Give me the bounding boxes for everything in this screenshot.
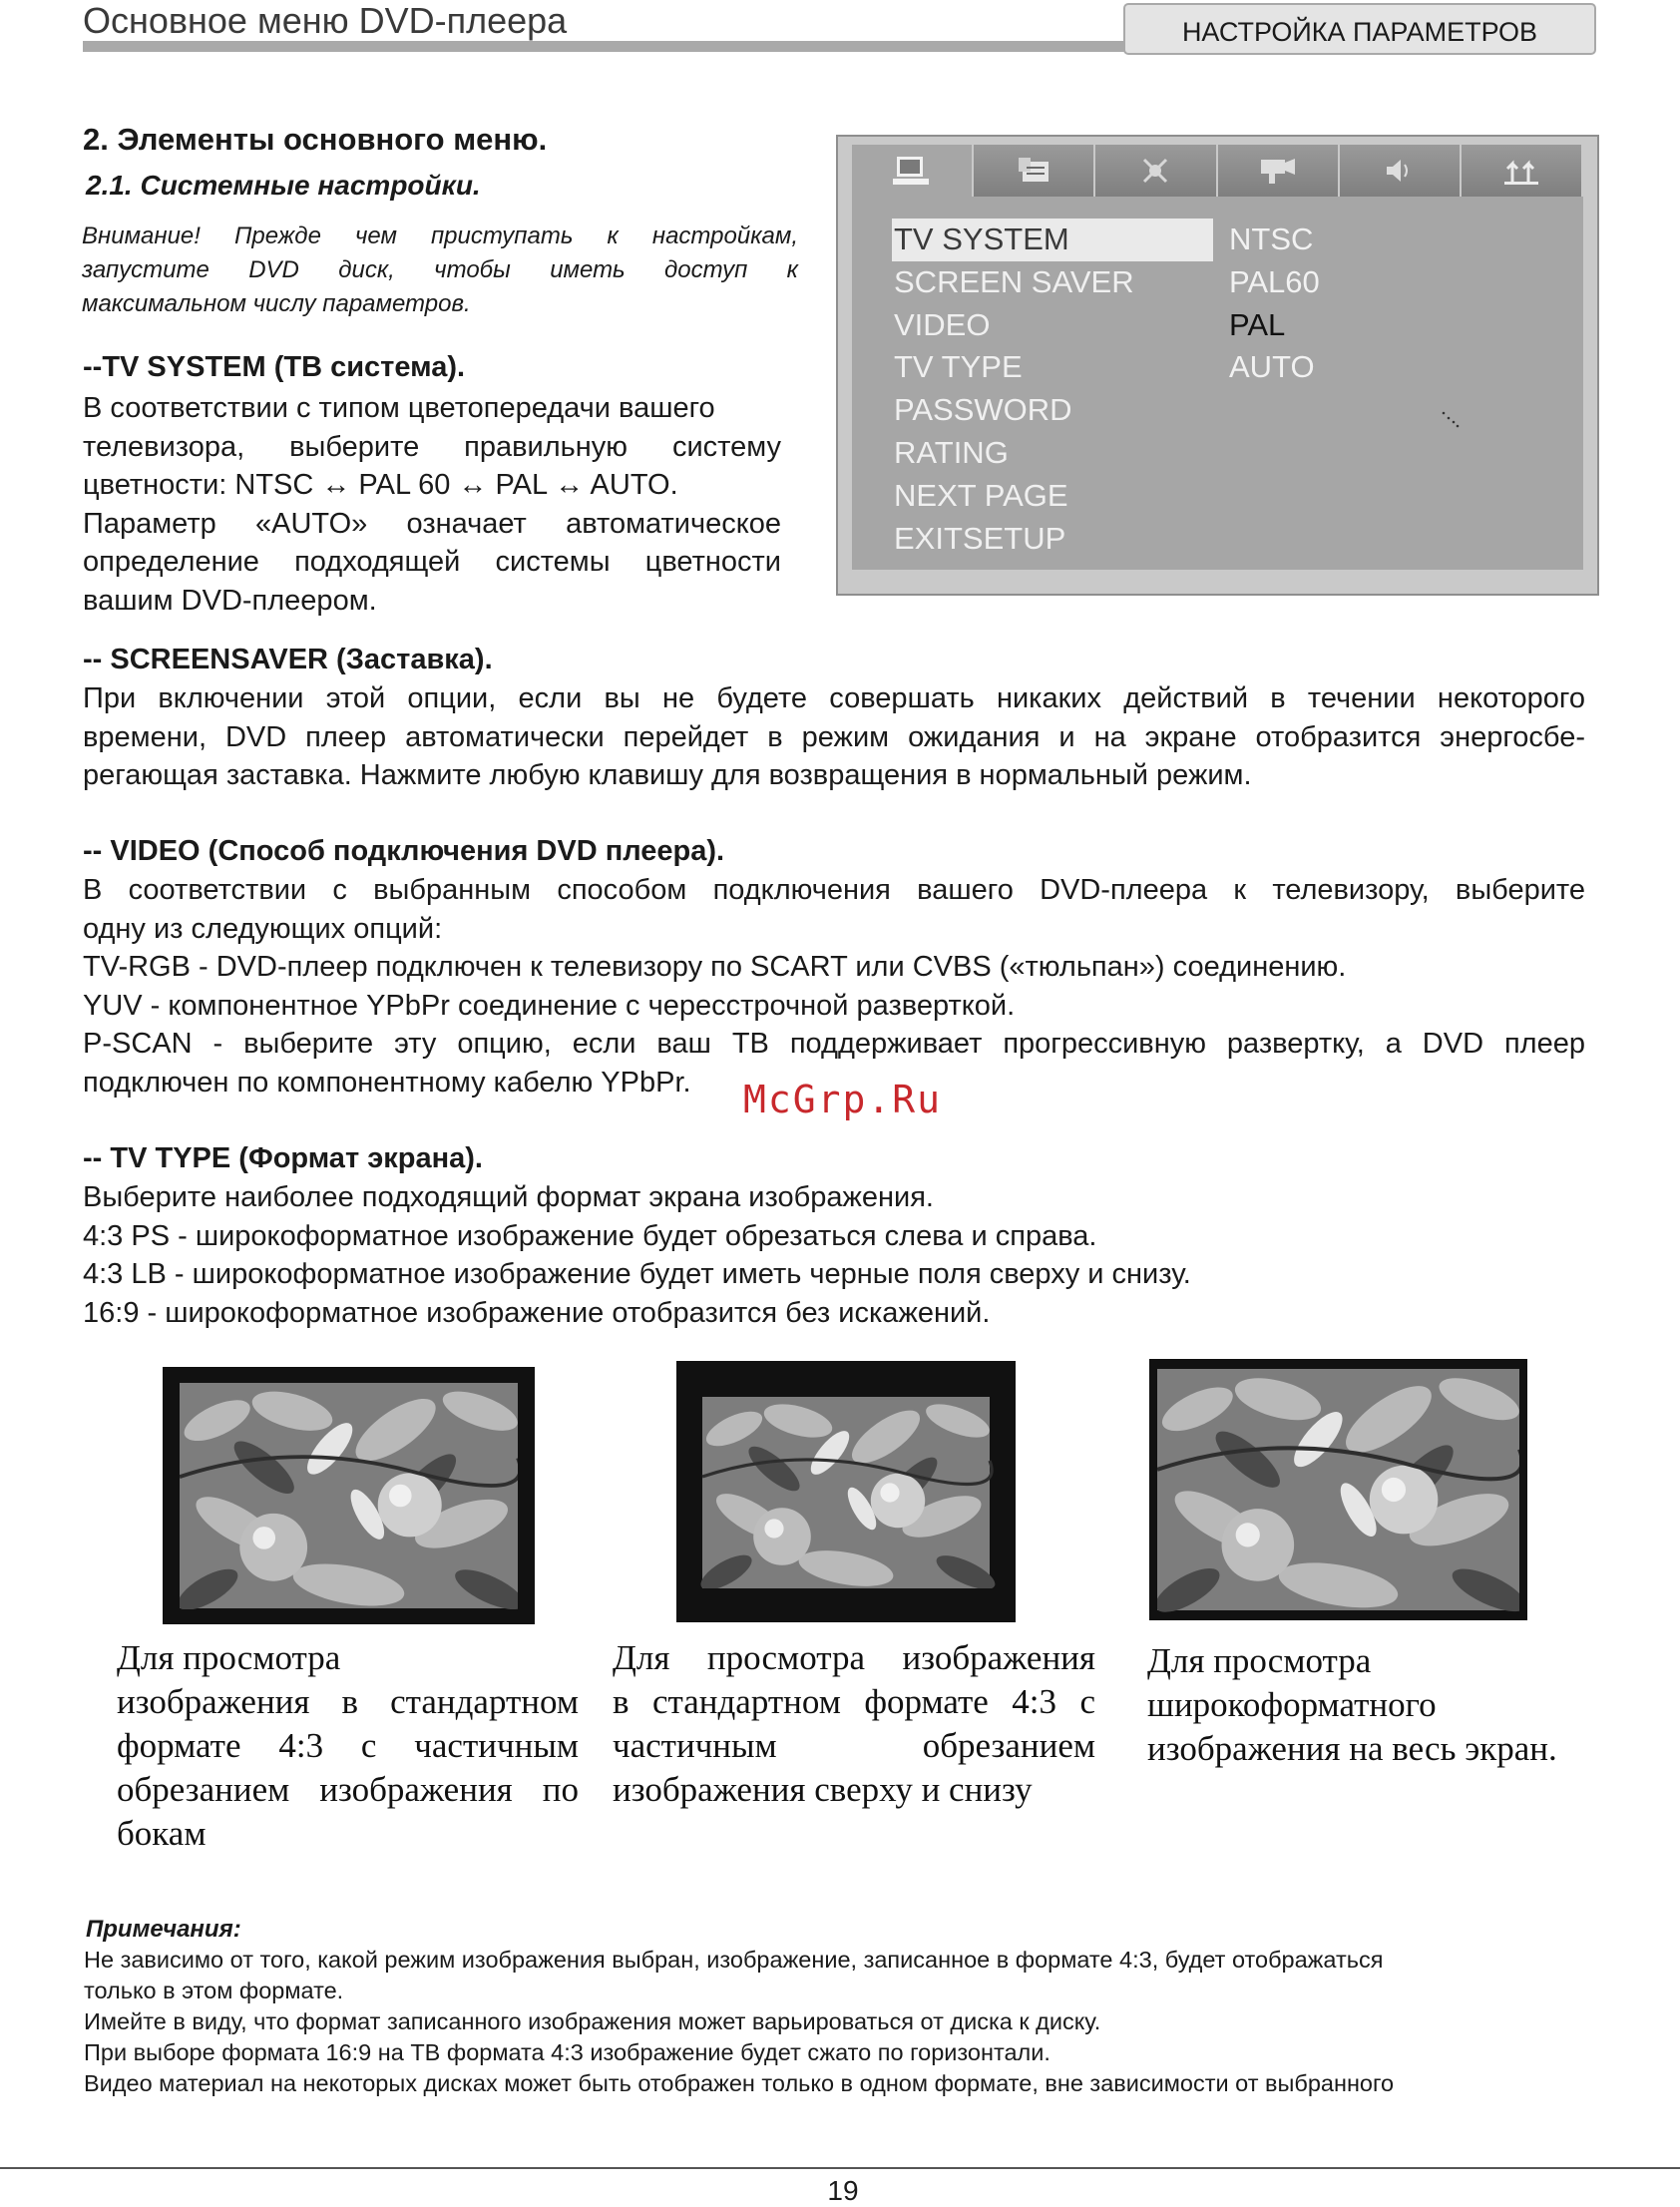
- section-title: 2. Элементы основного меню.: [83, 122, 548, 157]
- caption-line: Для просмотра: [117, 1638, 341, 1677]
- text-line: регающая заставка. Нажмите любую клавишу для возвращения в нормальный режим.: [83, 759, 1252, 791]
- video-heading: -- VIDEO (Способ подключения DVD плеера).: [83, 835, 725, 867]
- caption-4-3-lb: [613, 1636, 1095, 1812]
- text-line: TV-RGB - DVD-плеер подключен к телевизору по SCART или CVBS («тюльпан») соединению.: [83, 951, 1347, 983]
- monitor-icon[interactable]: [852, 145, 974, 197]
- text-line: вашим DVD-плеером.: [83, 584, 377, 617]
- menu-item-rating[interactable]: RATING: [894, 434, 1009, 470]
- apples-photo: [180, 1382, 518, 1609]
- menu-item-screen-saver[interactable]: SCREEN SAVER: [894, 263, 1134, 299]
- video-text: [83, 871, 1585, 1102]
- format-4-3-lb-image: [676, 1361, 1016, 1622]
- caption-line: изображения в стандартном: [117, 1682, 579, 1721]
- page-header-title: Основное меню DVD-плеера: [83, 0, 568, 41]
- screensaver-text: [83, 679, 1585, 795]
- text-line: При включении этой опции, если вы не будете совершать никаких действий в течении некоторого: [83, 682, 1585, 714]
- text-line: одну из следующих опций:: [83, 912, 443, 945]
- subsection-title: 2.1. Системные настройки.: [86, 170, 481, 201]
- caption-line: частичным обрезанием: [613, 1726, 1095, 1765]
- menu-tab-bar: [852, 145, 1583, 197]
- text-line: подключен по компонентному кабелю YPbPr.: [83, 1066, 691, 1099]
- warning-text: [82, 220, 798, 321]
- caption-line: в стандартном формате 4:3 с: [613, 1682, 1095, 1721]
- audio-settings-icon[interactable]: [1095, 145, 1217, 197]
- warning-line: максимальном числу параметров.: [82, 290, 471, 317]
- menu-item-video[interactable]: VIDEO: [894, 306, 991, 342]
- tv-type-heading: -- TV TYPE (Формат экрана).: [83, 1142, 483, 1174]
- text-line: P-SCAN - выберите эту опцию, если ваш ТВ поддерживает прогрессивную развертку, а DVD плеер: [83, 1028, 1585, 1060]
- caption-16-9: [1147, 1639, 1596, 1771]
- caption-line: Для просмотра: [1147, 1641, 1372, 1680]
- note-line: Не зависимо от того, какой режим изображения выбран, изображение, записанное в формате 4:3, будет отображаться: [84, 1947, 1384, 1973]
- menu-item-tv-system[interactable]: TV SYSTEM: [892, 219, 1213, 261]
- apples-photo: [1157, 1367, 1519, 1612]
- menu-item-tv-type[interactable]: TV TYPE: [894, 349, 1023, 385]
- text-line: 4:3 LB - широкоформатное изображение будет иметь черные поля сверху и снизу.: [83, 1258, 1191, 1290]
- text-line: Выберите наиболее подходящий формат экрана изображения.: [83, 1181, 934, 1213]
- text-line: определение подходящей системы цветности: [83, 546, 781, 578]
- tv-type-text: [83, 1178, 1585, 1332]
- format-4-3-ps-image: [163, 1367, 535, 1624]
- watermark: McGrp.Ru: [743, 1078, 943, 1121]
- note-line: Видео материал на некоторых дисках может быть отображен только в одном формате, вне зависимости от выбранного: [84, 2070, 1395, 2096]
- language-icon[interactable]: [974, 145, 1095, 197]
- caption-line: широкоформатного: [1147, 1685, 1437, 1724]
- warning-line: Внимание! Прежде чем приступать к настройкам,: [82, 222, 798, 249]
- menu-item-next-page[interactable]: NEXT PAGE: [894, 477, 1068, 513]
- tv-system-text: [83, 389, 781, 620]
- menu-item-password[interactable]: PASSWORD: [894, 392, 1072, 428]
- option-pal60[interactable]: PAL60: [1229, 263, 1320, 299]
- footer-rule: [0, 2167, 1680, 2169]
- caption-line: обрезанием изображения по: [117, 1770, 579, 1809]
- warning-line: запустите DVD диск, чтобы иметь доступ к: [82, 256, 798, 283]
- cursor-icon: [1441, 410, 1461, 430]
- notes-heading: Примечания:: [86, 1916, 241, 1943]
- speaker-icon[interactable]: [1340, 145, 1462, 197]
- text-line: В соответствии с типом цветопередачи вашего: [83, 392, 715, 424]
- section-badge: НАСТРОЙКА ПАРАМЕТРОВ: [1123, 3, 1596, 55]
- menu-item-list: [892, 219, 1213, 560]
- menu-option-list: [1229, 219, 1320, 389]
- text-line: 4:3 PS - широкоформатное изображение будет обрезаться слева и справа.: [83, 1219, 1097, 1252]
- menu-item-exit-setup[interactable]: EXITSETUP: [894, 520, 1066, 556]
- screensaver-heading: -- SCREENSAVER (Заставка).: [83, 644, 493, 675]
- text-line: цветности: NTSC ↔ PAL 60 ↔ PAL ↔ AUTO.: [83, 469, 678, 501]
- format-16-9-image: [1149, 1359, 1527, 1620]
- page-number: 19: [827, 2175, 859, 2206]
- caption-line: формате 4:3 с частичным: [117, 1726, 579, 1765]
- caption-line: бокам: [117, 1814, 207, 1853]
- setup-menu-panel: [852, 145, 1583, 570]
- setup-menu-screen: [836, 135, 1599, 596]
- video-icon[interactable]: [1218, 145, 1340, 197]
- note-line: При выборе формата 16:9 на ТВ формата 4:3 изображение будет сжато по горизонтали.: [84, 2039, 1050, 2065]
- preferences-icon[interactable]: [1462, 145, 1583, 197]
- caption-4-3-ps: [117, 1636, 579, 1856]
- option-auto[interactable]: AUTO: [1229, 349, 1315, 385]
- tv-system-heading: --TV SYSTEM (ТВ система).: [83, 351, 466, 383]
- note-line: только в этом формате.: [84, 1978, 344, 2003]
- text-line: YUV - компонентное YPbPr соединение с чересстрочной разверткой.: [83, 989, 1016, 1022]
- header-rule: [83, 41, 1130, 52]
- text-line: В соответствии с выбранным способом подключения вашего DVD-плеера к телевизору, выберите: [83, 874, 1585, 906]
- note-line: Имейте в виду, что формат записанного изображения может варьироваться от диска к диску.: [84, 2008, 1101, 2034]
- text-line: 16:9 - широкоформатное изображение отобразится без искажений.: [83, 1296, 991, 1329]
- option-ntsc[interactable]: NTSC: [1229, 221, 1314, 256]
- text-line: Параметр «AUTO» означает автоматическое: [83, 507, 781, 540]
- text-line: телевизора, выберите правильную систему: [83, 430, 781, 463]
- option-pal[interactable]: PAL: [1229, 306, 1286, 342]
- notes-text: [84, 1945, 1600, 2099]
- text-line: времени, DVD плеер автоматически перейдет в режим ожидания и на экране отобразится энергосбе-: [83, 720, 1585, 753]
- caption-line: Для просмотра изображения: [613, 1638, 1095, 1677]
- caption-line: изображения на весь экран.: [1147, 1729, 1557, 1768]
- caption-line: изображения сверху и снизу: [613, 1770, 1033, 1809]
- apples-photo: [681, 1397, 1011, 1588]
